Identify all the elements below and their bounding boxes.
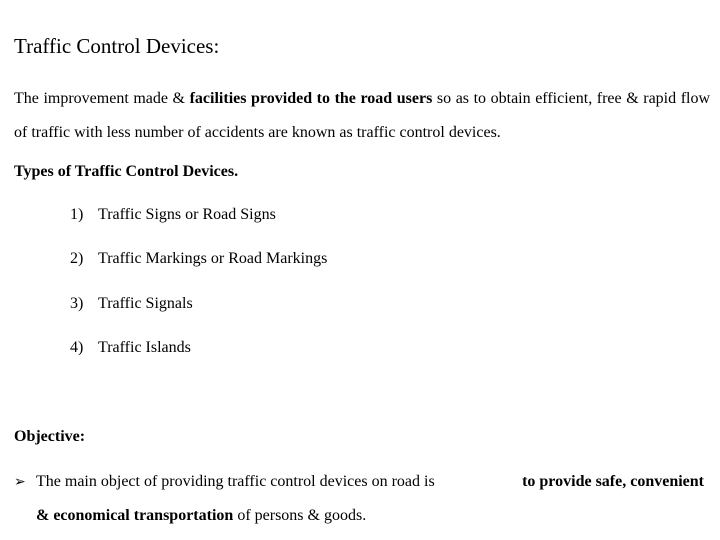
list-item-number: 3) bbox=[70, 295, 84, 312]
list-item-label: Traffic Signals bbox=[98, 295, 193, 312]
objective-bullet bbox=[14, 465, 704, 533]
objective-line-1 bbox=[14, 465, 704, 499]
types-heading: Types of Traffic Control Devices. bbox=[14, 163, 239, 180]
list-item bbox=[70, 293, 193, 315]
intro-text-end: so as to obtain efficient, free & rapid flow of traffic with less number of accidents are known as traffic control devices. bbox=[14, 90, 711, 141]
intro-paragraph bbox=[14, 82, 710, 150]
list-item bbox=[70, 248, 327, 270]
page-title: Traffic Control Devices: bbox=[14, 34, 220, 58]
list-item-number: 2) bbox=[70, 250, 84, 267]
objective-heading: Objective: bbox=[14, 428, 86, 445]
list-item-number: 1) bbox=[70, 206, 84, 223]
objective-bold-phrase-1: to provide safe, convenient bbox=[522, 473, 704, 490]
objective-bold-phrase-2: & economical transportation bbox=[36, 507, 234, 524]
list-item-label: Traffic Signs or Road Signs bbox=[98, 206, 276, 223]
list-item-label: Traffic Markings or Road Markings bbox=[98, 250, 328, 267]
list-item-label: Traffic Islands bbox=[98, 339, 191, 356]
objective-line-2 bbox=[14, 499, 704, 533]
intro-bold-phrase: facilities provided to the road users bbox=[189, 90, 433, 107]
list-item bbox=[70, 337, 191, 359]
objective-text-start: The main object of providing traffic control devices on road is bbox=[36, 473, 435, 490]
objective-text-end: of persons & goods. bbox=[233, 507, 367, 524]
arrow-bullet-icon: ➢ bbox=[14, 474, 26, 490]
intro-text-start: The improvement made & bbox=[14, 90, 190, 107]
list-item bbox=[70, 204, 276, 226]
list-item-number: 4) bbox=[70, 339, 84, 356]
